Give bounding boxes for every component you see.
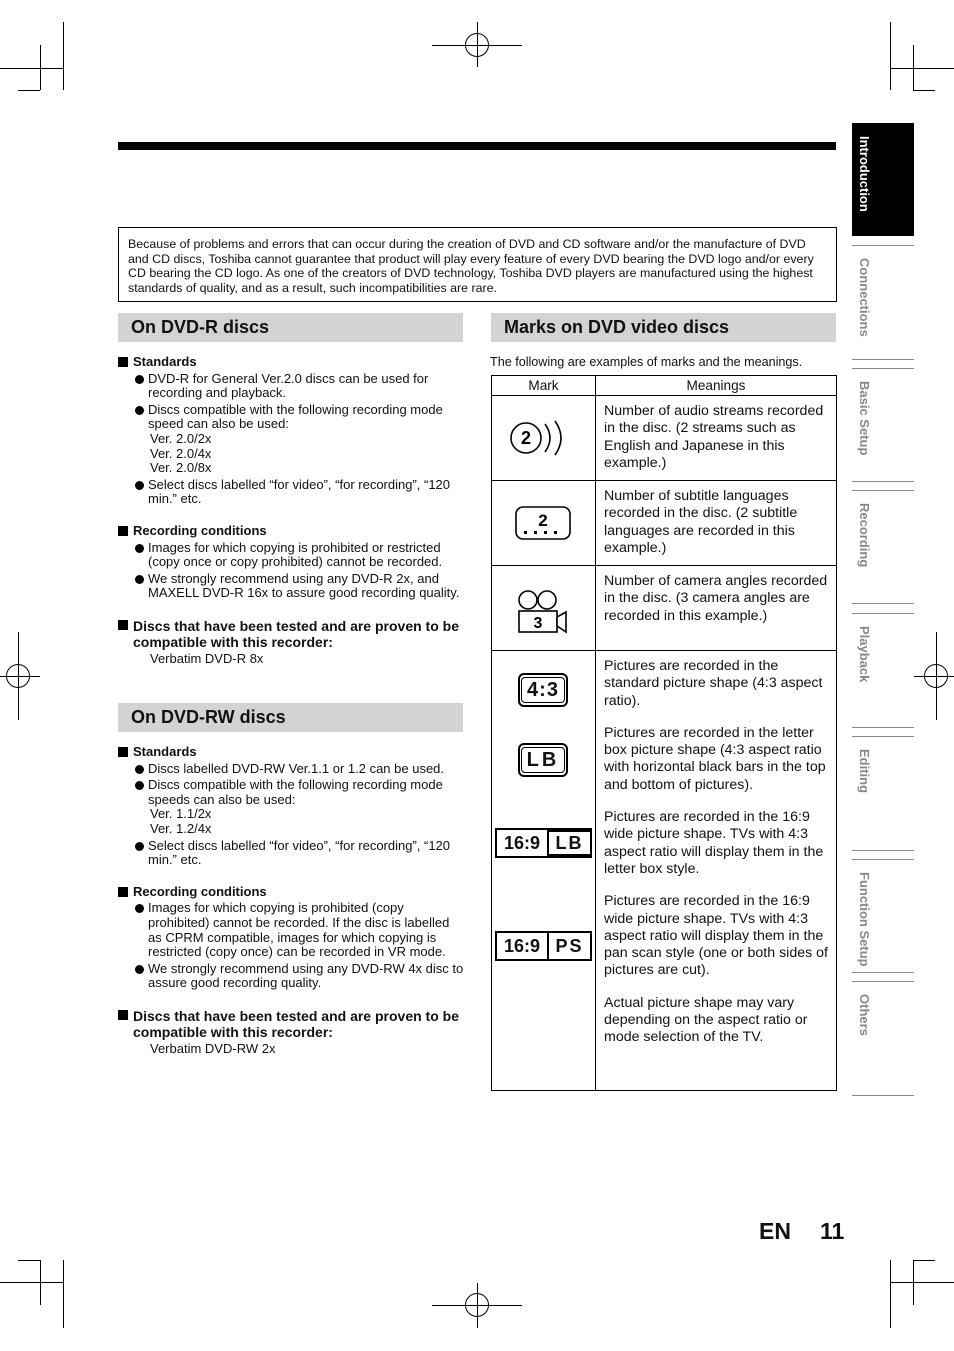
registration-mark <box>477 1283 478 1328</box>
dvdr-std1: DVD-R for General Ver.2.0 discs can be used for recording and playback. <box>118 372 466 401</box>
mark-cell <box>492 396 596 481</box>
top-rule <box>118 142 836 150</box>
dvdr-ver: Ver. 2.0/2x <box>150 430 212 446</box>
wide-letterbox-mark <box>495 828 592 858</box>
dvdrw-std2: Discs compatible with the following recording mode speeds can also be used: <box>118 778 466 807</box>
wide-169-label: 16:9 <box>497 933 549 959</box>
crop-mark <box>913 1260 914 1305</box>
tab-playback[interactable] <box>852 613 914 728</box>
mark-cell <box>492 651 596 1091</box>
tab-label: Introduction <box>857 136 872 212</box>
tab-introduction[interactable] <box>852 123 914 236</box>
crop-mark <box>0 1282 63 1283</box>
tab-function-setup[interactable] <box>852 859 914 973</box>
dvdr-tested-disc: Verbatim DVD-R 8x <box>150 650 264 666</box>
registration-mark <box>0 676 40 677</box>
tab-label: Function Setup <box>857 872 872 967</box>
letterbox-meaning: Pictures are recorded in the letter box picture shape (4:3 aspect ratio with horizontal black bars in the top and bottom of pictures). <box>604 724 826 793</box>
letterbox-mark <box>518 743 568 777</box>
wide-169-label: 16:9 <box>497 830 549 856</box>
crop-mark <box>913 1260 935 1261</box>
dvdr-tested-title: Discs that have been tested and are proven to be compatible with this recorder: <box>118 618 466 650</box>
wide-panscan-meaning: Pictures are recorded in the 16:9 wide picture shape. TVs with 4:3 aspect ratio will display them in the pan scan style (one or both sides of pictures are cut). <box>604 893 828 979</box>
tab-connections[interactable] <box>852 245 914 360</box>
tab-label: Connections <box>857 258 872 337</box>
wide-ps-label: PS <box>555 936 584 956</box>
aspect-note: Actual picture shape may vary depending on the aspect ratio or mode selection of the TV. <box>604 994 808 1046</box>
marks-heading: Marks on DVD video discs <box>491 313 836 342</box>
marks-intro: The following are examples of marks and the meanings. <box>490 355 803 369</box>
notice-text: Because of problems and errors that can occur during the creation of DVD and CD software and/or the manufacture of DVD and CD discs, Toshiba cannot guarantee that product will play every feature of every DVD bearing the DVD logo and/or every CD bearing the CD logo. As one of the creators of DVD technology, Toshiba DVD players are manufactured using the highest standards of quality, and as a result, such incompatibilities are rare. <box>128 237 814 295</box>
letterbox-label: LB <box>521 747 565 773</box>
camera-meaning: Number of camera angles recorded in the disc. (3 camera angles are recorded in this example.) <box>596 566 837 651</box>
camera-angle-icon <box>516 588 576 638</box>
registration-mark <box>914 676 954 677</box>
crop-mark <box>890 22 891 90</box>
audio-streams-icon <box>509 420 579 460</box>
tab-label: Basic Setup <box>857 381 872 456</box>
dvdr-rec-title: Recording conditions <box>118 524 466 539</box>
dvdrw-body <box>118 745 466 1057</box>
crop-mark <box>890 1282 954 1283</box>
table-row <box>492 481 837 566</box>
dvdr-ver: Ver. 2.0/4x <box>150 445 212 461</box>
subtitle-icon <box>514 503 574 543</box>
table-header-row <box>492 376 837 396</box>
camera-angle-number: 3 <box>533 615 543 632</box>
dvdrw-tested-title: Discs that have been tested and are proven to be compatible with this recorder: <box>118 1008 466 1040</box>
tab-label: Editing <box>857 749 872 794</box>
registration-mark <box>477 22 478 67</box>
dvdrw-ver: Ver. 1.1/2x <box>150 806 212 822</box>
dvdrw-tested-disc: Verbatim DVD-RW 2x <box>150 1040 276 1056</box>
marks-table <box>491 375 837 1091</box>
crop-mark <box>913 45 914 90</box>
subtitle-number: 2 <box>538 511 548 530</box>
notice-box <box>118 227 837 302</box>
dvdrw-std1: Discs labelled DVD-RW Ver.1.1 or 1.2 can be used. <box>118 762 466 777</box>
dvdr-std2: Discs compatible with the following recording mode speed can also be used: <box>118 403 466 432</box>
tab-label: Recording <box>857 503 872 568</box>
tab-others[interactable] <box>852 981 914 1096</box>
dvdrw-rec1: Images for which copying is prohibited (copy prohibited) cannot be recorded. If the disc is labelled as CPRM compatible, images for which copying is restricted (copy once) can be recorded in VR mode. <box>118 901 466 959</box>
aspect-4-3-meaning: Pictures are recorded in the standard picture shape (4:3 aspect ratio). <box>604 658 823 709</box>
dvdr-standards-title: Standards <box>118 355 466 370</box>
table-row <box>492 566 837 651</box>
tab-label: Playback <box>857 626 872 683</box>
mark-cell <box>492 566 596 651</box>
subtitle-meaning: Number of subtitle languages recorded in the disc. (2 subtitle languages are recorded in this example.) <box>596 481 837 566</box>
crop-mark <box>0 68 63 69</box>
dvdr-ver: Ver. 2.0/8x <box>150 460 212 476</box>
registration-mark <box>936 632 937 720</box>
table-row <box>492 396 837 481</box>
tab-recording[interactable] <box>852 490 914 604</box>
dvdrw-rec2: We strongly recommend using any DVD-RW 4x disc to assure good recording quality. <box>118 962 466 991</box>
dvdrw-heading: On DVD-RW discs <box>118 703 463 732</box>
wide-panscan-mark <box>495 931 592 961</box>
dvdr-heading: On DVD-R discs <box>118 313 463 342</box>
dvdr-rec2: We strongly recommend using any DVD-R 2x, and MAXELL DVD-R 16x to assure good recording quality. <box>118 572 466 601</box>
dvdr-body <box>118 355 466 667</box>
crop-mark <box>40 1260 41 1305</box>
dvdrw-standards-title: Standards <box>118 745 466 760</box>
aspect-4-3-mark <box>518 673 568 707</box>
dvdr-std3: Select discs labelled “for video”, “for recording”, “120 min.” etc. <box>118 478 466 507</box>
page-number: 11 <box>820 1218 845 1244</box>
crop-mark <box>18 90 40 91</box>
dvdr-rec1: Images for which copying is prohibited or restricted (copy once or copy prohibited) cannot be recorded. <box>118 541 466 570</box>
audio-meaning: Number of audio streams recorded in the disc. (2 streams such as English and Japanese in this example.) <box>596 396 837 481</box>
table-row <box>492 651 837 1091</box>
registration-mark <box>18 632 19 720</box>
aspect-4-3-label: 4:3 <box>521 677 565 703</box>
tab-label: Others <box>857 994 872 1036</box>
crop-mark <box>890 1260 891 1328</box>
col-meanings-header: Meanings <box>596 376 837 396</box>
crop-mark <box>40 45 41 90</box>
wide-letterbox-meaning: Pictures are recorded in the 16:9 wide picture shape. TVs with 4:3 aspect ratio will display them in the letter box style. <box>604 809 824 877</box>
tab-basic-setup[interactable] <box>852 368 914 482</box>
crop-mark <box>913 90 935 91</box>
crop-mark <box>18 1260 40 1261</box>
aspect-meanings <box>596 651 837 1091</box>
dvdrw-rec-title: Recording conditions <box>118 885 466 900</box>
crop-mark <box>63 1260 64 1328</box>
crop-mark <box>890 68 954 69</box>
crop-mark <box>63 22 64 90</box>
tab-editing[interactable] <box>852 736 914 851</box>
dvdrw-std3: Select discs labelled “for video”, “for recording”, “120 min.” etc. <box>118 839 466 868</box>
page-language: EN <box>759 1218 791 1244</box>
col-mark-header: Mark <box>492 376 596 396</box>
dvdrw-ver: Ver. 1.2/4x <box>150 820 212 836</box>
wide-lb-label: LB <box>549 830 590 856</box>
mark-cell <box>492 481 596 566</box>
audio-streams-number: 2 <box>520 428 532 448</box>
